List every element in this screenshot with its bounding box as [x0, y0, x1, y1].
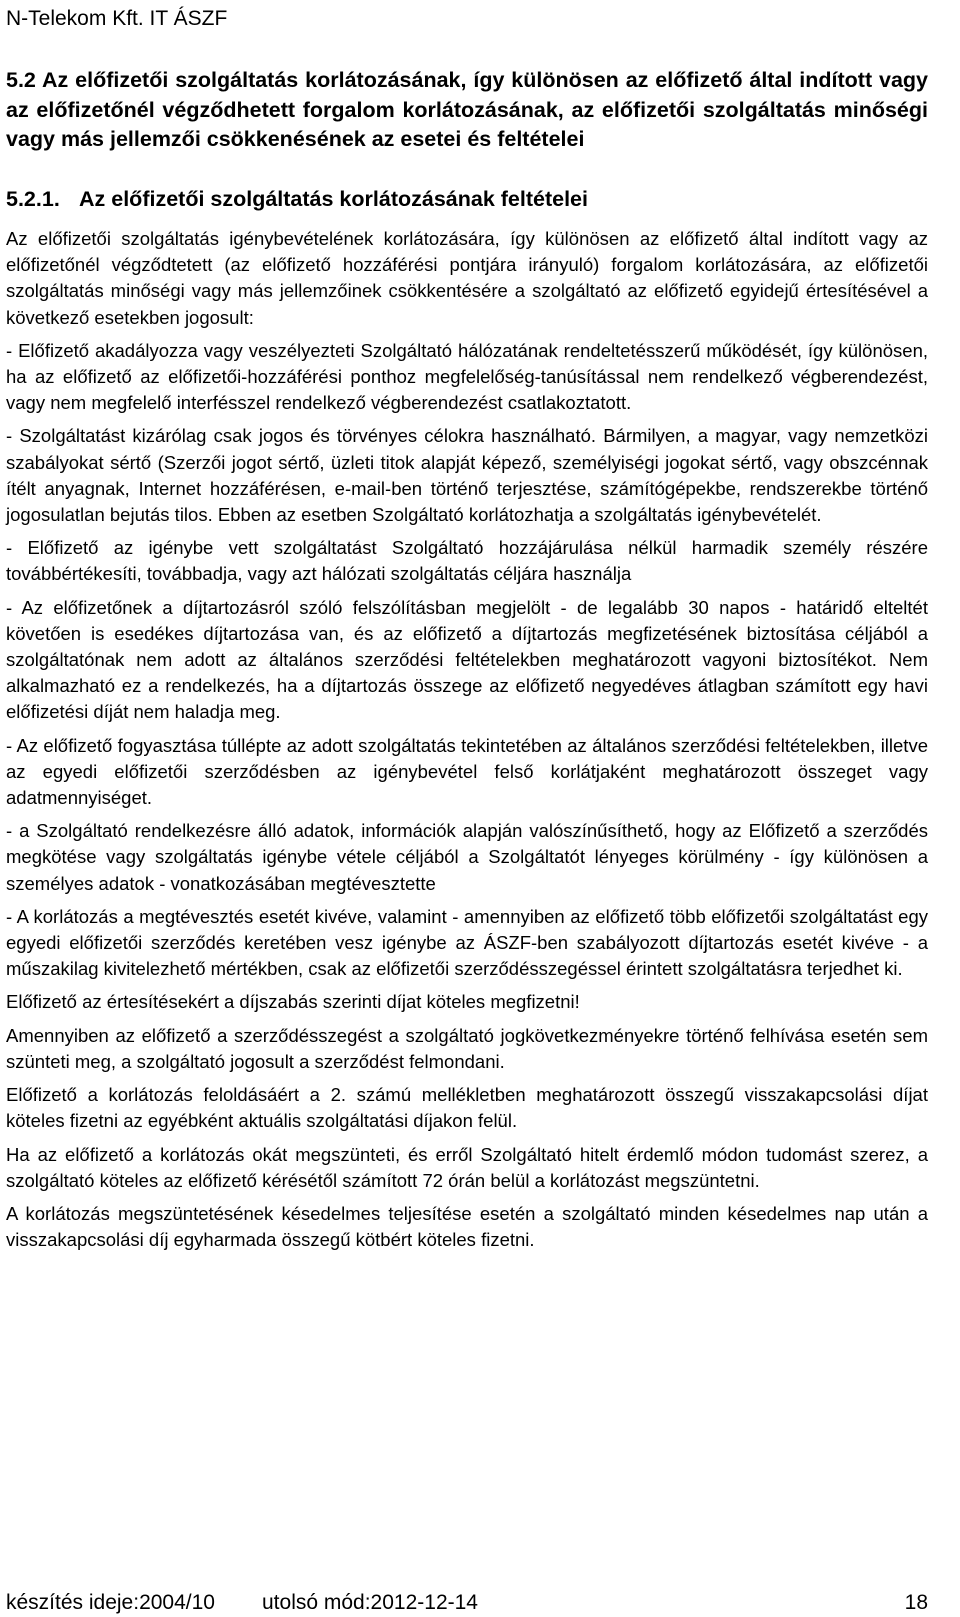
- subsection-heading: [6, 186, 588, 212]
- document-body: [6, 226, 928, 1253]
- paragraph: - Az előfizető fogyasztása túllépte az adott szolgáltatás tekintetében az általános szerződési feltételekben, illetve az egyedi előfizetői szerződésben az igénybevétel felső korlátjaként meghatározott összeget vagy adatmennyiséget.: [6, 734, 928, 809]
- paragraph: - Az előfizetőnek a díjtartozásról szóló felszólításban megjelölt - de legalább 30 napos - határidő elteltét követően is esedékes díjtartozása van, és az előfizető a díjtartozás megfizetésének biztosítása céljából a szolgáltatónak nem adott az általános szerződési feltételekben meghatározott vagyoni biztosítékot. Nem alkalmazható ez a rendelkezés, ha a díjtartozás összege az előfizető negyedéves átlagban számított egy havi előfizetési díját nem haladja meg.: [6, 596, 928, 723]
- paragraph: Előfizető a korlátozás feloldásáért a 2. számú mellékletben meghatározott összegű visszakapcsolási díjat köteles fizetni az egyébként aktuális szolgáltatási díjakon felül.: [6, 1084, 928, 1132]
- paragraph: Ha az előfizető a korlátozás okát megszünteti, és erről Szolgáltató hitelt érdemlő módon tudomást szerez, a szolgáltató köteles az előfizető kérésétől számított 72 órán belül a korlátozást megszüntetni.: [6, 1143, 928, 1191]
- paragraph: Előfizető az értesítésekért a díjszabás szerinti díjat köteles megfizetni!: [6, 991, 580, 1013]
- paragraph: Az előfizetői szolgáltatás igénybevételének korlátozására, így különösen az előfizető által indított vagy az előfizetőnél végződtetett (az előfizető hozzáférési pontjára irányuló) forgalom korlátozására, az előfizetői szolgáltatás minőségi vagy más jellemzőinek csökkentésére a szolgáltató az előfizető egyidejű értesítésével a következő esetekben jogosult:: [6, 228, 928, 328]
- page-number: 18: [904, 1591, 928, 1614]
- subsection-title: Az előfizetői szolgáltatás korlátozásának feltételei: [79, 187, 588, 211]
- section-heading: 5.2 Az előfizetői szolgáltatás korlátozásának, így különösen az előfizető által indított vagy az előfizetőnél végződhetett forgalom korlátozásának, az előfizetői szolgáltatás minőségi vagy más jellemzői csökkenésének az esetei és feltételei: [6, 68, 928, 151]
- paragraph: - a Szolgáltató rendelkezésre álló adatok, információk alapján valószínűsíthető, hogy az Előfizető a szerződés megkötése vagy szolgáltatás igénybe vétele céljából a Szolgáltatót lényeges körülmény - így különösen a személyes adatok - vonatkozásában megtévesztette: [6, 820, 928, 894]
- paragraph: - A korlátozás a megtévesztés esetét kivéve, valamint - amennyiben az előfizető több előfizetői szolgáltatást egy egyedi előfizetői szerződés keretében vesz igénybe az ÁSZF-ben szabályozott díjtartozás esetét kivéve - a műszakilag kivitelezhető mértékben, csak az előfizetői szerződésszegéssel érintett szolgáltatásra terjedhet ki.: [6, 905, 928, 980]
- paragraph: - Előfizető az igénybe vett szolgáltatást Szolgáltató hozzájárulása nélkül harmadik személy részére továbbértékesíti, továbbadja, vagy azt hálózati szolgáltatás céljára használja: [6, 537, 928, 585]
- modification-date: utolsó mód:2012-12-14: [262, 1591, 478, 1614]
- paragraph: - Szolgáltatást kizárólag csak jogos és törvényes célokra használható. Bármilyen, a magyar, vagy nemzetközi szabályokat sértő (Szerzői jogot sértő, üzleti titok alapját képező, személyiségi jogokat sértő, vagy obszcénnak ítélt anyagnak, Internet hozzáférésen, e-mail-ben történő terjesztése, számítógépekbe, rendszerekbe történő jogosulatlan bejutás tilos. Ebben az esetben Szolgáltató korlátozhatja a szolgáltatás igénybevételét.: [6, 425, 928, 526]
- creation-date: készítés ideje:2004/10: [6, 1591, 215, 1614]
- subsection-number: 5.2.1.: [6, 187, 60, 211]
- running-header: N-Telekom Kft. IT ÁSZF: [6, 7, 228, 30]
- paragraph: A korlátozás megszüntetésének késedelmes teljesítése esetén a szolgáltató minden késedelmes nap után a visszakapcsolási díj egyharmada összegű kötbért köteles fizetni.: [6, 1202, 928, 1251]
- paragraph: - Előfizető akadályozza vagy veszélyezteti Szolgáltató hálózatának rendeltetésszerű működését, így különösen, ha az előfizető az előfizetői-hozzáférési ponthoz megfelelőség-tanúsítással nem rendelkező végberendezést, vagy nem megfelelő interfésszel rendelkező végberendezést csatlakoztatott.: [6, 339, 928, 414]
- paragraph: Amennyiben az előfizető a szerződésszegést a szolgáltató jogkövetkezményekre történő felhívása esetén sem szünteti meg, a szolgáltató jogosult a szerződést felmondani.: [6, 1024, 928, 1072]
